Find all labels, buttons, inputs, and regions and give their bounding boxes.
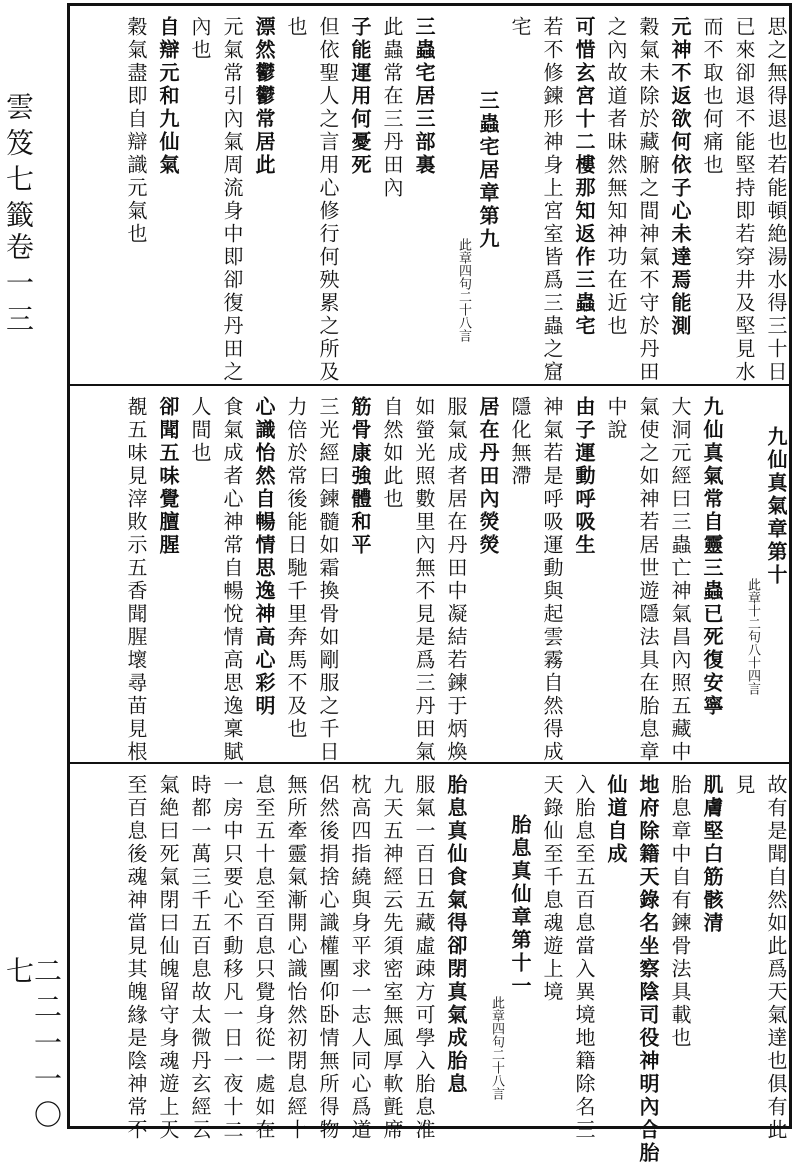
text-column: 力倍於常後能日馳千里奔馬不及也 <box>284 396 308 741</box>
text-column: 內也 <box>188 16 212 62</box>
text-column: 隱化無滯 <box>508 396 532 488</box>
text-column: 侶然後捐捨心識權團仰卧情無所得物 <box>316 774 340 1142</box>
text-column: 故有是聞自然如此爲天氣達也俱有此 <box>764 774 788 1142</box>
text-column: 九天五神經云先須密室無風厚軟氈席 <box>380 774 404 1142</box>
text-column: 天錄仙至千息魂遊上境 <box>540 774 564 1004</box>
text-column: 肌膚堅白筋骸清 <box>700 774 724 935</box>
text-column: 元氣常引內氣周流身中即卻復丹田之 <box>220 16 244 384</box>
text-column: 漂然鬱鬱常居此 <box>252 16 276 177</box>
text-column: 筋骨康強體和平 <box>348 396 372 557</box>
text-column: 枕高四指繞與身平求一志人同心爲道 <box>348 774 372 1142</box>
text-column: 之內故道者昧然無知神功在近也 <box>604 16 628 338</box>
text-column: 宅 <box>508 16 532 39</box>
book-title: 雲笈七籤 <box>2 92 35 236</box>
chapter-note: 此章十二句八十四言 <box>745 578 760 695</box>
text-column: 若不修鍊形神身上宮室皆爲三蟲之窟 <box>540 16 564 384</box>
text-column: 穀氣盡即自辯識元氣也 <box>124 16 148 246</box>
chapter-note: 此章四句二十八言 <box>489 996 504 1100</box>
chapter-title: 三蟲宅居章第九 <box>476 90 500 251</box>
text-column: 思之無得退也若能頓絶湯水得三十日 <box>764 16 788 384</box>
text-column: 氣使之如神若居世遊隱法具在胎息章 <box>636 396 660 764</box>
text-column: 此蟲常在三丹田內 <box>380 16 404 200</box>
text-column: 胎息章中自有鍊骨法具載也 <box>668 774 692 1050</box>
text-column: 仙道自成 <box>604 774 628 866</box>
text-column: 大洞元經曰三蟲亡神氣昌內照五藏中 <box>668 396 692 764</box>
text-column: 子能運用何憂死 <box>348 16 372 177</box>
text-column: 人間也 <box>188 396 212 465</box>
text-column: 見 <box>732 774 756 797</box>
text-column: 九仙真氣常自靈三蟲已死復安寧 <box>700 396 724 718</box>
text-column: 卻聞五味覺膻腥 <box>156 396 180 557</box>
text-column: 時都一萬三千五百息故太微丹玄經云 <box>188 774 212 1142</box>
text-column: 已來卻退不能堅持即若穿井及堅見水 <box>732 16 756 384</box>
text-column: 三光經曰鍊髓如霜換骨如剛服之千日 <box>316 396 340 764</box>
text-column: 息至五十息至百息只覺身從一處如在 <box>252 774 276 1142</box>
chapter-title: 胎息真仙章第十一 <box>508 814 532 998</box>
text-column: 自辯元和九仙氣 <box>156 16 180 177</box>
text-panel-3 <box>70 762 789 1165</box>
text-column: 由子運動呼吸生 <box>572 396 596 557</box>
text-column: 可惜玄宮十二樓那知返作三蟲宅 <box>572 16 596 338</box>
text-column: 無所牽靈氣漸開心識怡然初閉息經十 <box>284 774 308 1142</box>
text-column: 入胎息至五百息當入異境地籍除名三 <box>572 774 596 1142</box>
text-column: 如螢光照數里內無不見是爲三丹田氣 <box>412 396 436 764</box>
text-column: 但依聖人之言用心修行何殃累之所及 <box>316 16 340 384</box>
text-column: 食氣成者心神常自暢悅情高思逸稟賦 <box>220 396 244 764</box>
text-column: 地府除籍天錄名坐察陰司役神明內合胎 <box>636 774 660 1165</box>
text-panel-2 <box>70 384 789 762</box>
text-column: 穀氣未除於藏腑之間神氣不守於丹田 <box>636 16 660 384</box>
volume-label: 卷一三 <box>2 232 35 340</box>
text-column: 至百息後魂神當見其魄緣是陰神常不 <box>124 774 148 1142</box>
text-column: 心識怡然自暢情思逸神高心彩明 <box>252 396 276 718</box>
text-column: 而不取也何痛也 <box>700 16 724 177</box>
text-column: 自然如此也 <box>380 396 404 511</box>
text-column: 覩五味見滓敗示五香聞腥壞尋苗見根 <box>124 396 148 764</box>
text-column: 也 <box>284 16 308 39</box>
chapter-title: 九仙真氣章第十 <box>764 426 788 587</box>
text-column: 胎息真仙食氣得卻閉真氣成胎息 <box>444 774 468 1096</box>
text-column: 神氣若是呼吸運動與起雲霧自然得成 <box>540 396 564 764</box>
chapter-note: 此章四句二十八言 <box>456 238 471 342</box>
text-column: 一房中只要心不動移凡一日一夜十二 <box>220 774 244 1142</box>
page-number: 二二一一〇七 <box>2 956 63 1136</box>
text-column: 氣絶曰死氣閉曰仙魄留守身魂遊上天 <box>156 774 180 1142</box>
text-column: 服氣成者居在丹田中凝結若鍊于炳煥 <box>444 396 468 764</box>
text-column: 居在丹田內熒熒 <box>476 396 500 557</box>
text-column: 元神不返欲何依子心未達焉能測 <box>668 16 692 338</box>
text-column: 中說 <box>604 396 628 442</box>
text-panel-1 <box>70 6 789 384</box>
page-frame <box>67 3 792 1165</box>
text-column: 服氣一百日五藏虛疎方可學入胎息准 <box>412 774 436 1142</box>
text-column: 三蟲宅居三部裏 <box>412 16 436 177</box>
